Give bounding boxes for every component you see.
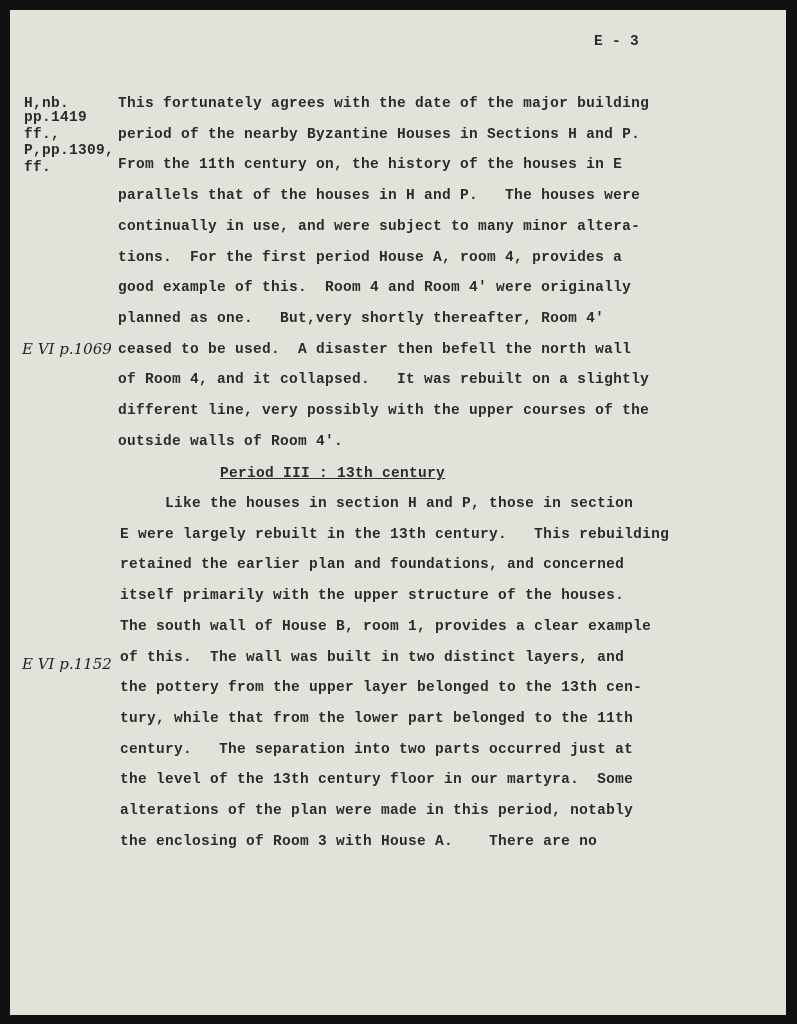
text-line: tions. For the first period House A, room 4, provides a — [118, 249, 623, 266]
margin-note: ff. — [24, 160, 52, 176]
text-line: ceased to be used. A disaster then befell the north wall — [118, 341, 632, 358]
text-line: period of the nearby Byzantine Houses in Sections H and P. — [118, 126, 641, 143]
section-heading: Period III : 13th century — [220, 466, 446, 482]
text-line: alterations of the plan were made in this period, notably — [120, 803, 634, 819]
margin-note: ff., — [24, 127, 61, 143]
text-line: This fortunately agrees with the date of the major building — [118, 96, 650, 112]
text-line: retained the earlier plan and foundations, and concerned — [120, 557, 625, 574]
text-line: From the 11th century on, the history of the houses in E — [118, 157, 623, 174]
margin-note: pp.1419 — [24, 110, 88, 126]
text-line: the pottery from the upper layer belonged to the 13th cen- — [120, 680, 643, 697]
text-line: parallels that of the houses in H and P. The houses were — [118, 188, 641, 205]
document-page — [10, 10, 786, 1015]
text-line: Like the houses in section H and P, those in section — [120, 496, 634, 512]
text-line: E were largely rebuilt in the 13th century. This rebuilding — [120, 526, 670, 543]
page-number: E - 3 — [594, 34, 640, 50]
handwritten-note: E VI p.1152 — [22, 655, 112, 673]
text-line: outside walls of Room 4'. — [118, 433, 344, 450]
text-line: The south wall of House B, room 1, provides a clear example — [120, 618, 652, 635]
handwritten-note: E VI p.1069 — [22, 340, 112, 358]
margin-note: H,nb. — [24, 96, 70, 112]
text-line: continually in use, and were subject to many minor altera- — [118, 218, 641, 235]
text-line: tury, while that from the lower part belonged to the 11th — [120, 710, 634, 727]
text-line: century. The separation into two parts occurred just at — [120, 741, 634, 758]
text-line: the level of the 13th century floor in our martyra. Some — [120, 772, 634, 789]
text-line: the enclosing of Room 3 with House A. There are no — [120, 833, 598, 850]
text-line: of Room 4, and it collapsed. It was rebuilt on a slightly — [118, 372, 650, 389]
text-line: itself primarily with the upper structure of the houses. — [120, 588, 625, 605]
margin-note: P,pp.1309, — [24, 143, 115, 159]
text-line: good example of this. Room 4 and Room 4' were originally — [118, 280, 632, 297]
text-line: different line, very possibly with the upper courses of the — [118, 403, 650, 419]
text-line: of this. The wall was built in two distinct layers, and — [120, 649, 625, 666]
text-line: planned as one. But,very shortly thereafter, Room 4' — [118, 310, 605, 327]
